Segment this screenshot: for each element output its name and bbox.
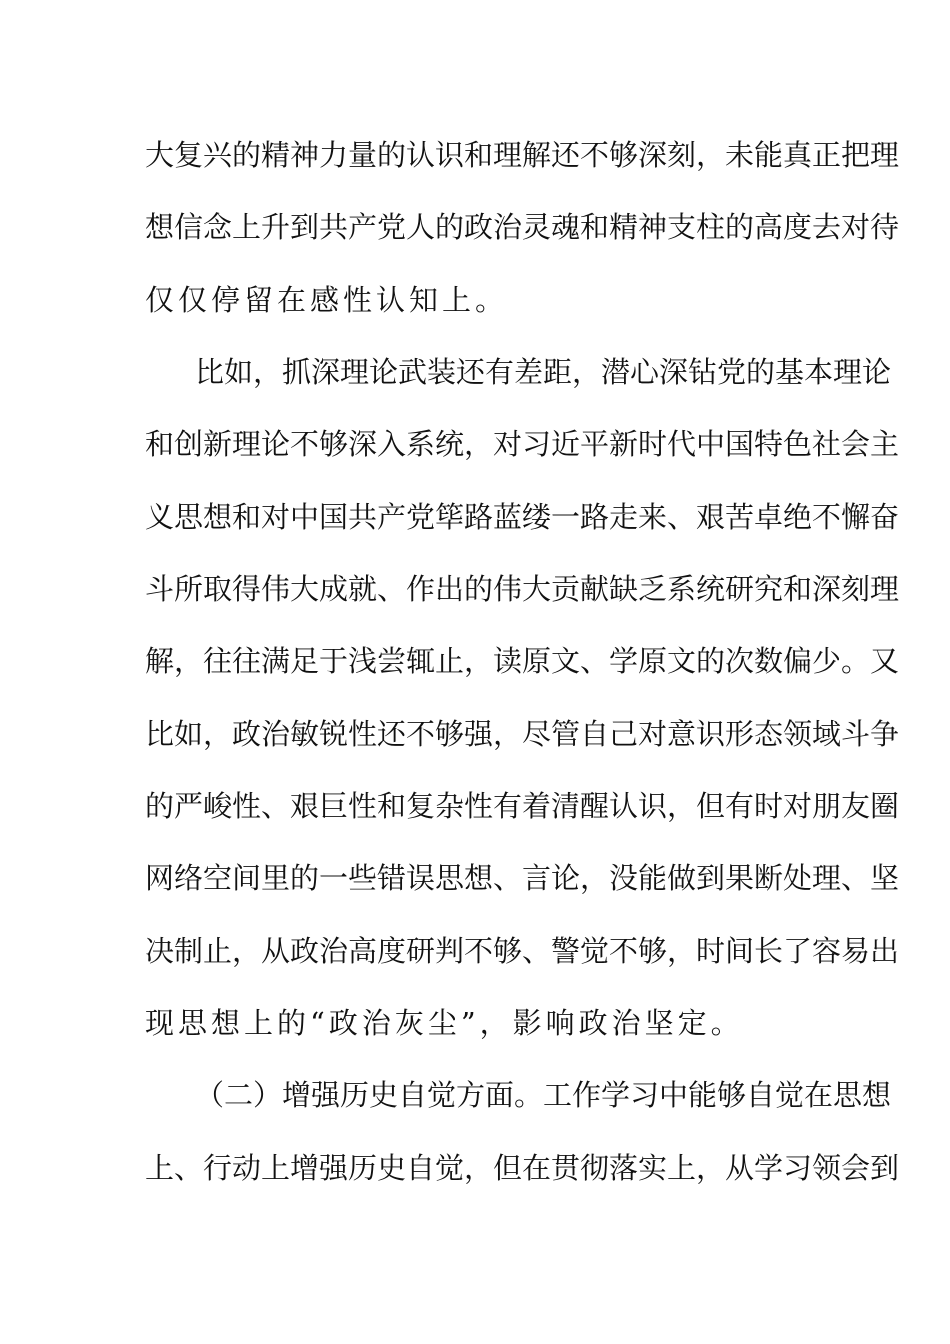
- paragraph-line: 义思想和对中国共产党筚路蓝缕一路走来、艰苦卓绝不懈奋: [145, 500, 900, 534]
- paragraph-line: （二）增强历史自觉方面。工作学习中能够自觉在思想: [195, 1078, 892, 1112]
- paragraph-line: 比如，抓深理论武装还有差距，潜心深钻党的基本理论: [195, 355, 892, 389]
- paragraph-line: 想信念上升到共产党人的政治灵魂和精神支柱的高度去对待: [145, 210, 900, 244]
- paragraph-line: 比如，政治敏锐性还不够强，尽管自己对意识形态领域斗争: [145, 717, 900, 751]
- paragraph-line: 大复兴的精神力量的认识和理解还不够深刻，未能真正把理: [145, 138, 900, 172]
- paragraph-line: 网络空间里的一些错误思想、言论，没能做到果断处理、坚: [145, 861, 900, 895]
- paragraph-line: 仅仅停留在感性认知上。: [145, 283, 509, 317]
- paragraph-line: 决制止，从政治高度研判不够、警觉不够，时间长了容易出: [145, 934, 900, 968]
- paragraph-line: 的严峻性、艰巨性和复杂性有着清醒认识，但有时对朋友圈: [145, 789, 900, 823]
- paragraph-line: 上、行动上增强历史自觉，但在贯彻落实上，从学习领会到: [145, 1151, 900, 1185]
- paragraph-line: 斗所取得伟大成就、作出的伟大贡献缺乏系统研究和深刻理: [145, 572, 900, 606]
- paragraph-line: 和创新理论不够深入系统，对习近平新时代中国特色社会主: [145, 427, 900, 461]
- paragraph-line: 现思想上的“政治灰尘”，影响政治坚定。: [145, 1006, 744, 1040]
- paragraph-line: 解，往往满足于浅尝辄止，读原文、学原文的次数偏少。又: [145, 644, 900, 678]
